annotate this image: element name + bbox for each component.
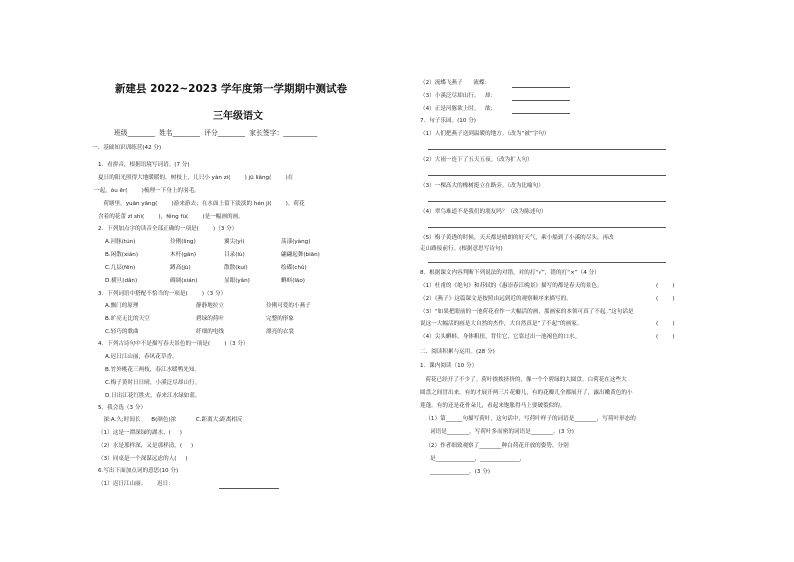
q2-heading: 2．下列加点字的读音全部正确的一项是( )（3 分）	[98, 226, 238, 232]
q7-item: （3）一棵高大的橡树挺立在路旁。（改为比喻句）	[420, 183, 544, 189]
reading-heading: 1．课内阅读（10 分）	[420, 363, 478, 369]
q1-heading: 1．看拼音，根据语境写词语。(7 分)	[98, 162, 190, 168]
q5-item: （3）同桌是一个深谋远虑的人( )	[98, 456, 188, 462]
q4-option: B.竹外桃花三两枝，春江水暖鸭先知。	[105, 367, 201, 373]
q8-item: 说这一大幅活的画是大自然的杰作，大自然真是“了不起”的画家。	[420, 321, 583, 327]
option-cell: 漂亮的衣裳	[266, 329, 294, 335]
option-cell: 翼尖(yì)	[224, 239, 245, 245]
section-1-heading: 一、基础知识训练营(42 分)	[92, 145, 162, 151]
answer-blank[interactable]	[512, 100, 570, 101]
q4-option: A.迟日江山丽，春风花草香。	[105, 354, 178, 360]
option-cell: 绘碟(chǔ)	[281, 265, 307, 271]
option-cell: 木杆(gān)	[170, 252, 197, 258]
q7-item: 走山路接前行。(根据意思写诗句)	[420, 246, 503, 252]
q4-option: D.日出江花红胜火，春来江水绿如蓝。	[105, 393, 201, 399]
q1-text-line: 夏日的阳光照得大地暖暖的，树枝上，几只小 yàn zi( ) jū liǎng( )在	[98, 175, 294, 181]
reading-question: 词语是________，写荷叶多而密的词语是________。(3 分)	[430, 429, 574, 435]
q4-heading: 4．下列古诗句中不是描写春天景色的一项是( )（3 分）	[98, 341, 249, 347]
option-cell: 碧绿的荷叶	[196, 316, 224, 322]
answer-line[interactable]	[428, 149, 666, 150]
answer-line[interactable]	[428, 227, 666, 228]
q7-heading: 7．句子乐园。(10 分)	[420, 118, 476, 124]
option-cell: A.飘门的原理	[105, 303, 139, 309]
q6-item: （3）小溪泛尽却山行。 却：	[420, 93, 497, 99]
q8-item: （2）《燕子》这篇课文是按照由远到近的观察顺序来描写的。	[420, 296, 572, 302]
answer-line[interactable]	[428, 262, 666, 263]
q8-item: （4）尖头蝌蚪，身体粗扭，背往它，它靠过出一池褐色的口水。	[420, 334, 581, 340]
student-info-line: 班级________ 姓名________ 评分________ 家长签字：__________	[114, 129, 318, 137]
reading-question: ______________。(3 分)	[430, 469, 491, 475]
q7-item: （4）翠鸟难道不是我们的朋友吗？（改为陈述句）	[420, 209, 547, 215]
option-cell: 散散(kuí)	[224, 265, 248, 271]
judge-bracket[interactable]: ( )	[656, 334, 675, 340]
option-cell: 伶俐可爱的小燕子	[266, 303, 311, 309]
q5-heading: 5．我会选（3 分）	[98, 405, 147, 411]
option-cell: A.河豚(tún)	[105, 239, 136, 245]
reading-passage-line: 荷花已经开了不少了。荷叶挨挨挤挤的，像一个个碧绿的大圆盘。白荷花在这些大	[420, 377, 627, 383]
answer-blank[interactable]	[512, 113, 570, 114]
reading-question: （1）第______句描写荷叶，这句话中，写荷叶样子的词语是________，写荷叶形态的	[420, 416, 636, 422]
page-title: 新建县 2022~2023 学年度第一学期期中测试卷	[115, 83, 348, 95]
reading-passage-line: 圆盘之间冒出来，有的才展开两三片花瓣儿，有的花瓣儿全都展开了，露出嫩黄色的小	[420, 390, 633, 396]
option-cell: C.轻巧的歌曲	[105, 329, 139, 335]
q5-item: （1）这是一潭深绿的湖水。( )	[98, 430, 182, 436]
option-cell: 蹲高(jù)	[170, 265, 191, 271]
answer-line[interactable]	[428, 175, 666, 176]
q8-item: （1）杜甫的《绝句》和苏轼的《惠崇春江晚景》描写的都是春天的景色。	[420, 283, 603, 289]
option-cell: D.横旦(dǎn)	[105, 278, 138, 284]
answer-line[interactable]	[428, 201, 666, 202]
q1-text-line: 含着的花蕾 zī shì( )，fěng fù( )是一幅画的画。	[98, 214, 244, 220]
option-cell: 显眼(yǎn)	[224, 278, 250, 284]
reading-question: （2）作者细致观察了________种白荷花开放的姿势，分别	[420, 443, 569, 449]
q8-heading: 8．根据课文内容判断下列说法的对错，对的打“√”，错的打“×”（4 分）	[420, 270, 600, 276]
option-cell: 伶俐(lìng)	[170, 239, 196, 245]
q1-text-line: 一起，ǒu ěr( )梳理一下身上的羽毛。	[94, 188, 200, 194]
option-cell: 完整的形象	[266, 316, 294, 322]
option-cell: 目录(lù)	[224, 252, 245, 258]
q7-item: （1）人们把燕子送到温暖的地方。（改为“被”字句）	[420, 131, 550, 137]
q3-heading: 3．下列词语中搭配不恰当的一项是( )（3 分）	[98, 291, 227, 297]
option-cell: C.几层(fēn)	[105, 265, 136, 271]
q8-item: （3）“如果把眼前的一池荷花看作一大幅活的画，那画家的本领可真了不起。”这句话是	[420, 309, 634, 315]
judge-bracket[interactable]: ( )	[656, 296, 675, 302]
judge-bracket[interactable]: ( )	[656, 283, 675, 289]
reading-passage-line: 莲蓬。有的还是花骨朵儿，看起来饱胀得马上要破裂似的。	[420, 403, 566, 409]
option-cell: 荡漾(yàng)	[281, 239, 311, 245]
q6-item: （2）流蝶飞燕子 流蝶：	[420, 80, 491, 86]
q7-item: （5）梅子黄透的时候，天天都是晴朗的好天气，乘小船到了小溪的尽头，再改	[420, 235, 614, 241]
q4-option: C.梅子黄时日日晴，小溪泛尽却山行。	[105, 380, 201, 386]
option-cell: 纤细的电线	[196, 329, 224, 335]
option-cell: 翩翩起舞(biān)	[281, 252, 320, 258]
reading-question: 是______________，______________，	[430, 456, 526, 462]
option-cell: B.闲散(xián)	[105, 252, 139, 258]
answer-blank[interactable]	[219, 488, 279, 489]
q1-text-line: 荷塘里，yuān yāng( )游来游去；在水面上留下淡淡的 hén jì( )。荷花	[98, 201, 305, 207]
option-cell: 蝌蚪(lāo)	[281, 278, 305, 284]
q7-item: （2）大雨一连下了五天五夜。（改为扩人句）	[420, 157, 533, 163]
option-cell: 碉调(xián)	[170, 278, 198, 284]
section-2-heading: 二、阅读积累与运用。(28 分)	[420, 349, 495, 355]
q6-item: （4）正是河豚欲上时。 欲：	[420, 106, 497, 112]
judge-bracket[interactable]: ( )	[656, 321, 675, 327]
q6-heading: 6.写出下面加点词的意思(10 分)	[98, 468, 179, 474]
answer-blank[interactable]	[512, 87, 570, 88]
page-subtitle: 三年级语文	[213, 111, 263, 122]
q5-item: （2）水是那样深，又是那样清。( )	[98, 443, 194, 449]
q5-options: 深:A.久;时间长 B(颜色)浓 C.距离大;距离相反	[98, 417, 243, 423]
q6-item: （1）迟日江山丽。 迟日：	[98, 481, 174, 487]
option-cell: B.旷亮无比的天空	[105, 316, 150, 322]
option-cell: 静静地拉立	[196, 303, 224, 309]
